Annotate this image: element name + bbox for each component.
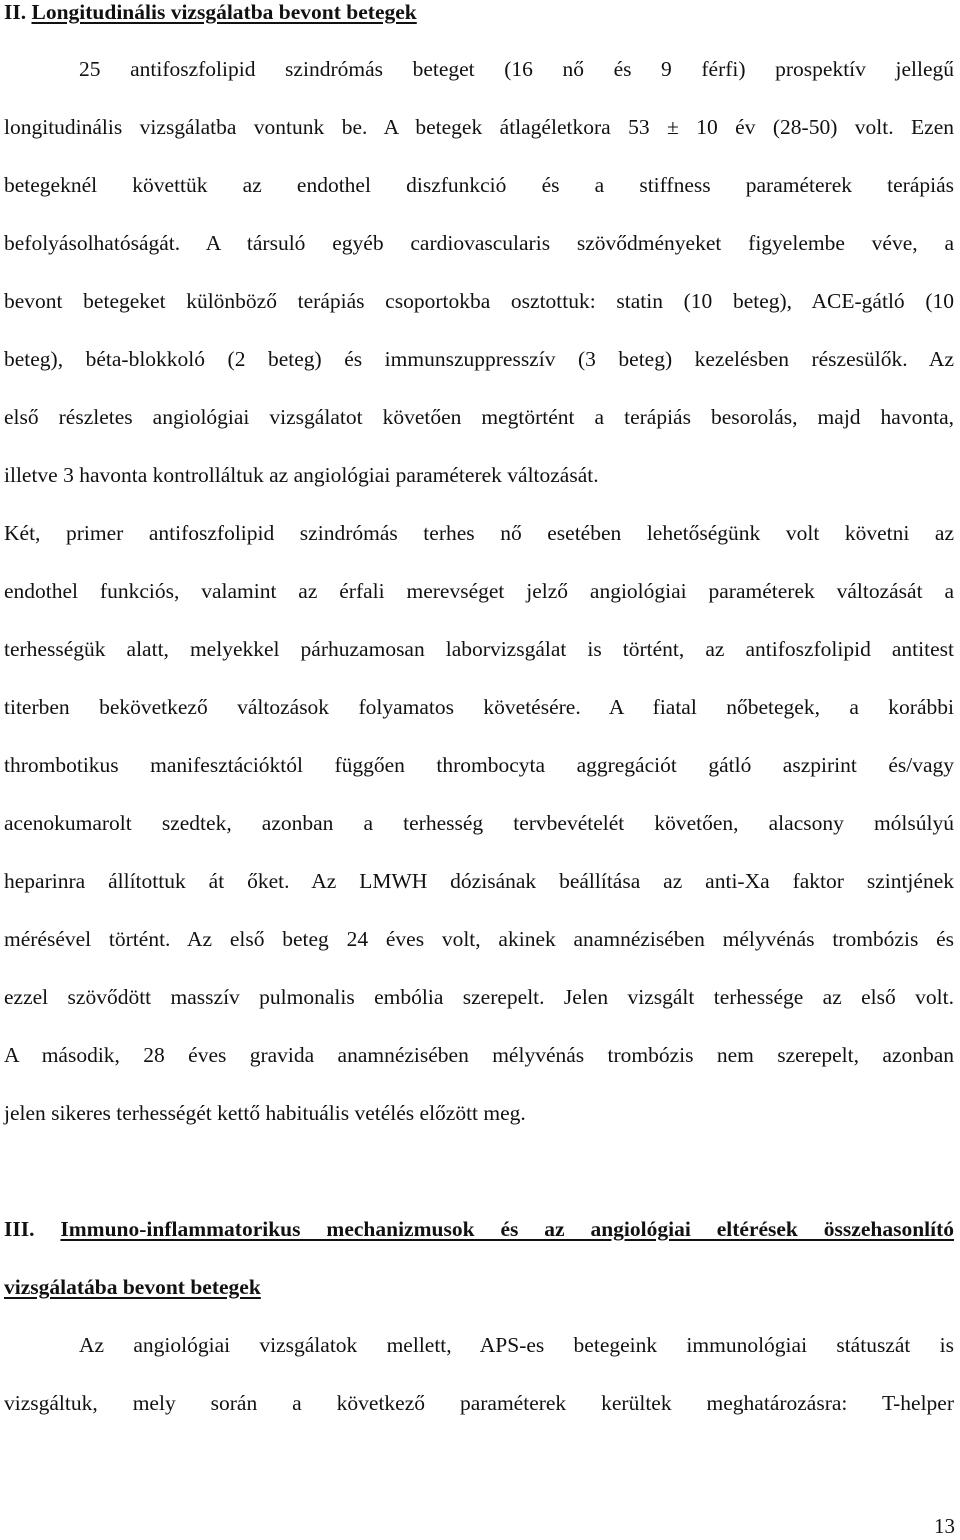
section-3-number: III. xyxy=(4,1217,35,1241)
section-2-heading xyxy=(4,0,954,27)
paragraph-line: első részletes angiológiai vizsgálatot követően megtörtént a terápiás besorolás, majd havonta, xyxy=(4,405,954,429)
paragraph-line: endothel funkciós, valamint az érfali merevséget jelző angiológiai paraméterek változását a xyxy=(4,579,954,603)
paragraph-line: Az angiológiai vizsgálatok mellett, APS-es betegeink immunológiai státuszát is xyxy=(79,1333,954,1357)
page-number: 13 xyxy=(934,1514,955,1538)
section-2-number: II. xyxy=(4,0,27,24)
paragraph-line: beteg), béta-blokkoló (2 beteg) és immunszuppresszív (3 beteg) kezelésben részesülők. Az xyxy=(4,347,954,371)
paragraph-line: ezzel szövődött masszív pulmonalis embólia szerepelt. Jelen vizsgált terhessége az első volt. xyxy=(4,985,954,1009)
paragraph-line: betegeknél követtük az endothel diszfunkció és a stiffness paraméterek terápiás xyxy=(4,173,954,197)
paragraph-line: thrombotikus manifesztációktól függően thrombocyta aggregációt gátló aszpirint és/vagy xyxy=(4,753,954,777)
section-3-heading xyxy=(4,1214,954,1244)
paragraph-line: titerben bekövetkező változások folyamatos követésére. A fiatal nőbetegek, a korábbi xyxy=(4,695,954,719)
paragraph-line: bevont betegeket különböző terápiás csoportokba osztottuk: statin (10 beteg), ACE-gátló (10 xyxy=(4,289,954,313)
paragraph-line: jelen sikeres terhességét kettő habituális vetélés előzött meg. xyxy=(4,1101,526,1125)
paragraph-line: vizsgáltuk, mely során a következő paraméterek kerültek meghatározásra: T-helper xyxy=(4,1391,954,1415)
paragraph-line: befolyásolhatóságát. A társuló egyéb cardiovascularis szövődményeket figyelembe véve, a xyxy=(4,231,954,255)
paragraph-line: A második, 28 éves gravida anamnézisében mélyvénás trombózis nem szerepelt, azonban xyxy=(4,1043,954,1067)
paragraph-line: Két, primer antifoszfolipid szindrómás terhes nő esetében lehetőségünk volt követni az xyxy=(4,521,954,545)
paragraph-line: terhességük alatt, melyekkel párhuzamosan laborvizsgálat is történt, az antifoszfolipid antitest xyxy=(4,637,954,661)
paragraph-line: heparinra állítottuk át őket. Az LMWH dózisának beállítása az anti-Xa faktor szintjének xyxy=(4,869,954,893)
paragraph-line: illetve 3 havonta kontrolláltuk az angiológiai paraméterek változását. xyxy=(4,463,599,487)
section-2-title: Longitudinális vizsgálatba bevont betegek xyxy=(31,0,417,24)
section-3-title-continued: vizsgálatába bevont betegek xyxy=(4,1275,261,1299)
paragraph-line: acenokumarolt szedtek, azonban a terhesség tervbevételét követően, alacsony mólsúlyú xyxy=(4,811,954,835)
section-3-title: Immuno-inflammatorikus mechanizmusok és az angiológiai eltérések összehasonlító xyxy=(60,1217,955,1241)
paragraph-line: mérésével történt. Az első beteg 24 éves volt, akinek anamnézisében mélyvénás trombózis és xyxy=(4,927,954,951)
paragraph-line: 25 antifoszfolipid szindrómás beteget (16 nő és 9 férfi) prospektív jellegű xyxy=(79,57,954,81)
section-3-heading-continued xyxy=(4,1272,954,1302)
paragraph-line: longitudinális vizsgálatba vontunk be. A betegek átlagéletkora 53 ± 10 év (28-50) volt. Ezen xyxy=(4,115,954,139)
